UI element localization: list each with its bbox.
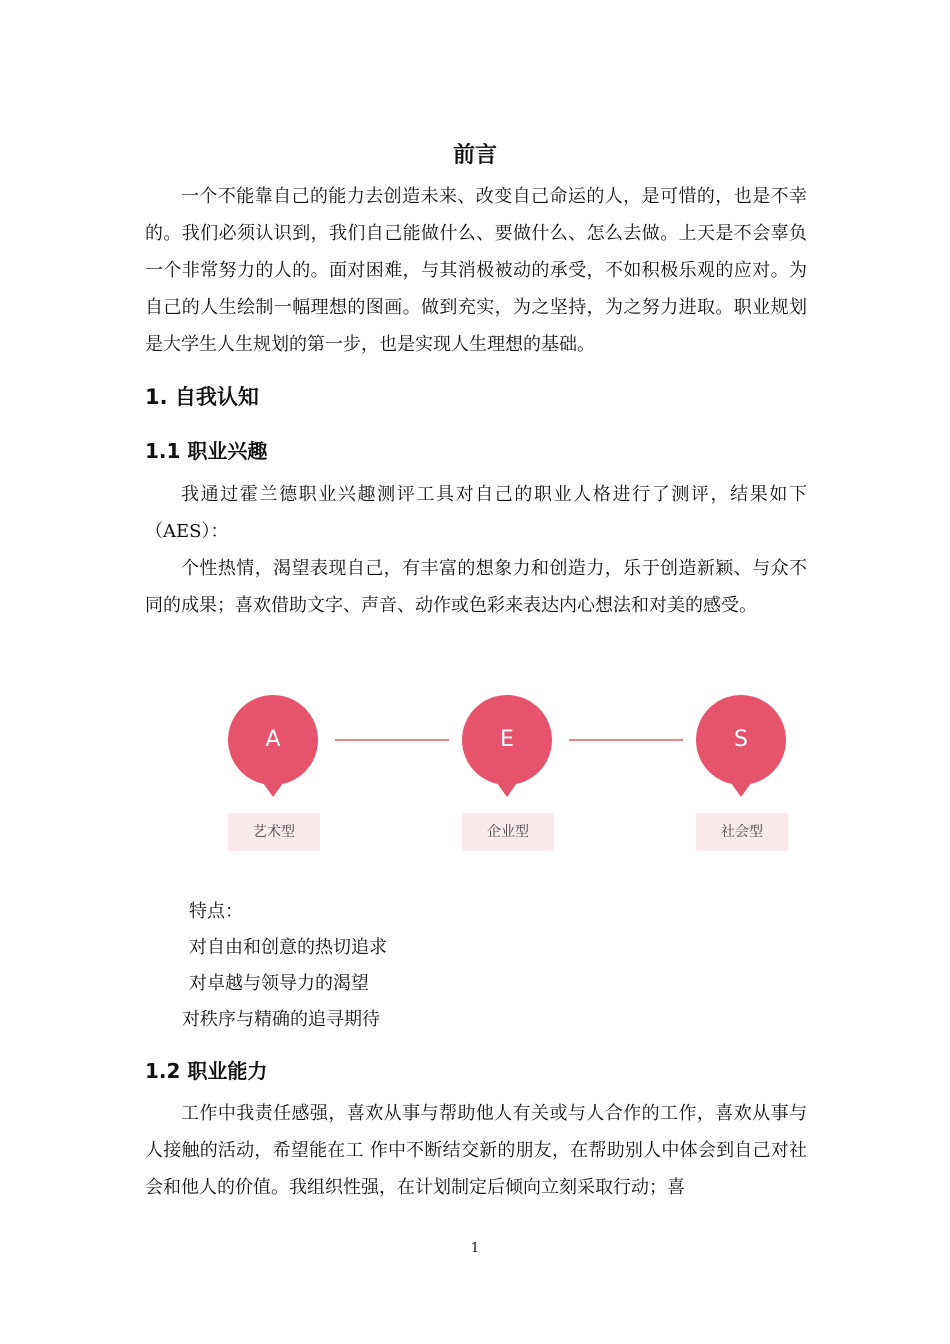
connector-line bbox=[569, 739, 683, 741]
section-heading-self-awareness: 1. 自我认知 bbox=[145, 385, 259, 409]
pointer-icon bbox=[731, 783, 751, 797]
holland-tag-enterprising: 企业型 bbox=[462, 813, 554, 851]
trait-item: 对秩序与精确的追寻期待 bbox=[182, 1009, 380, 1030]
pointer-icon bbox=[263, 783, 283, 797]
interest-test-paragraph: 我通过霍兰德职业兴趣测评工具对自己的职业人格进行了测评，结果如下（AES）： bbox=[145, 484, 807, 542]
preface-paragraph: 一个不能靠自己的能力去创造未来、改变自己命运的人，是可惜的，也是不幸的。我们必须认识到，我们自己能做什么、要做什么、怎么去做。上天是不会辜负一个非常努力的人的。面对困难，与其消极被动的承受，不如积极乐观的应对。为自己的人生绘制一幅理想的图画。做到充实，为之坚持，为之努力进取。职业规划是大学生人生规划的第一步，也是实现人生理想的基础。 bbox=[145, 186, 807, 355]
holland-code-diagram bbox=[225, 695, 795, 860]
holland-node-s bbox=[694, 695, 788, 803]
subsection-heading-career-ability: 1.2 职业能力 bbox=[145, 1059, 268, 1083]
holland-circle-s: S bbox=[696, 695, 786, 785]
trait-item: 对自由和创意的热切追求 bbox=[189, 937, 387, 958]
traits-label: 特点： bbox=[189, 901, 243, 922]
holland-node-e bbox=[460, 695, 554, 803]
connector-line bbox=[335, 739, 449, 741]
pointer-icon bbox=[497, 783, 517, 797]
holland-circle-e: E bbox=[462, 695, 552, 785]
holland-tag-artistic: 艺术型 bbox=[228, 813, 320, 851]
holland-node-a bbox=[226, 695, 320, 803]
holland-tag-social: 社会型 bbox=[696, 813, 788, 851]
ability-paragraph: 工作中我责任感强，喜欢从事与帮助他人有关或与人合作的工作，喜欢从事与人接触的活动，希望能在工 作中不断结交新的朋友，在帮助别人中体会到自己对社会和他人的价值。我组织性强，在计划制定后倾向立刻采取行动；喜 bbox=[145, 1103, 807, 1198]
preface-title: 前言 bbox=[452, 143, 497, 168]
personality-description-paragraph: 个性热情，渴望表现自己，有丰富的想象力和创造力，乐于创造新颖、与众不同的成果；喜欢借助文字、声音、动作或色彩来表达内心想法和对美的感受。 bbox=[145, 558, 807, 616]
holland-circle-a: A bbox=[228, 695, 318, 785]
trait-item: 对卓越与领导力的渴望 bbox=[189, 973, 369, 994]
subsection-heading-career-interest: 1.1 职业兴趣 bbox=[145, 439, 268, 463]
page-number: 1 bbox=[470, 1241, 480, 1256]
